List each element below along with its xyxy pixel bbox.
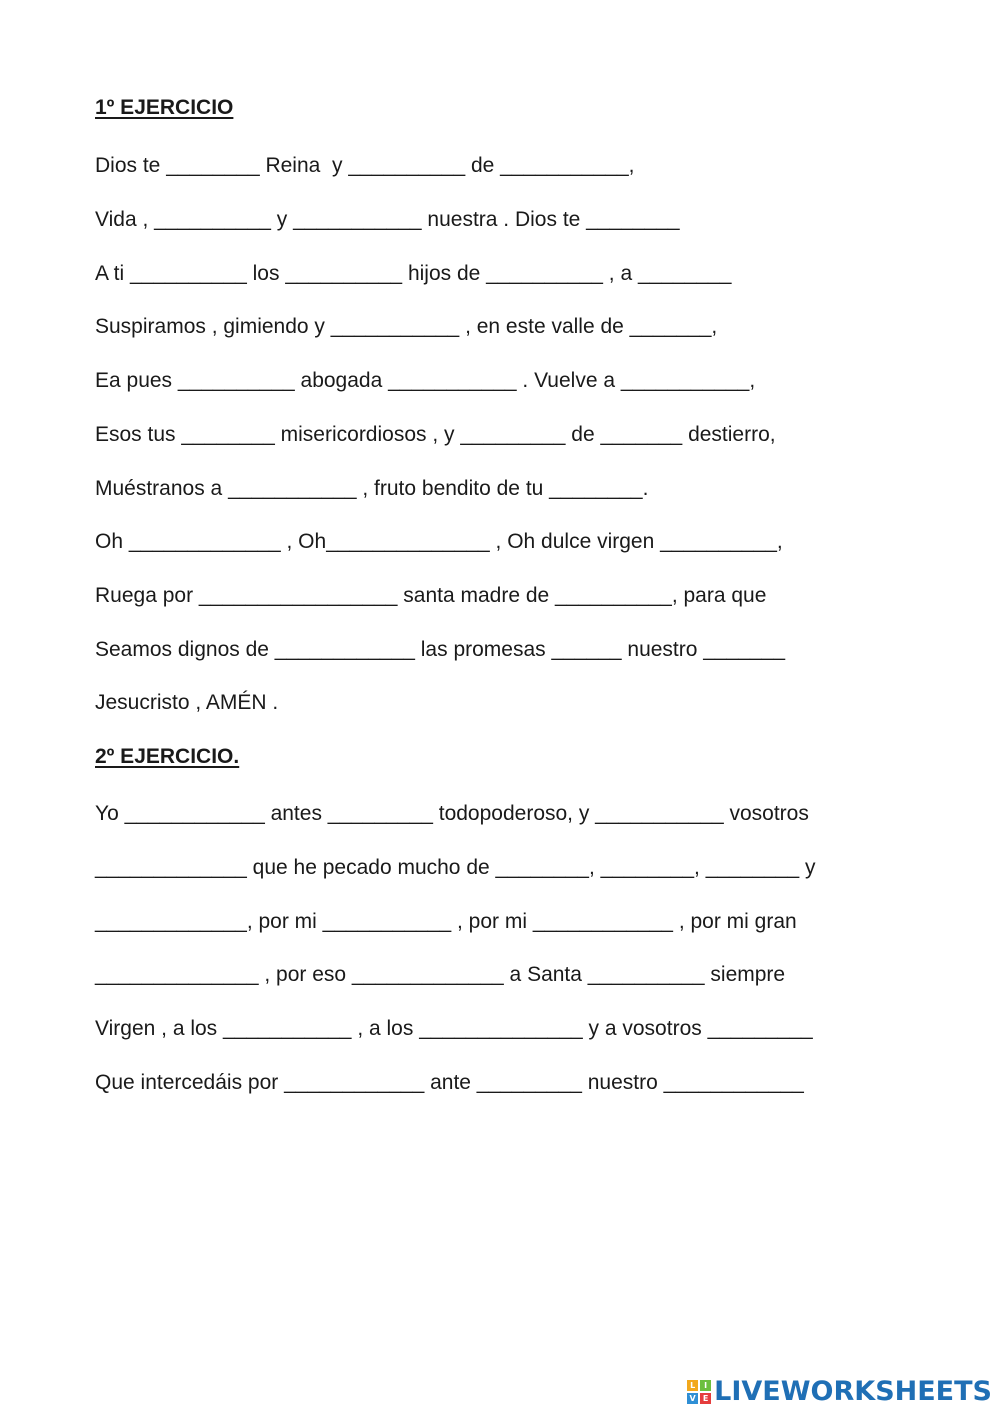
exercise-1-line: Vida , __________ y ___________ nuestra . Dios te ________	[95, 208, 680, 231]
exercise-1-line: Suspiramos , gimiendo y ___________ , en este valle de _______,	[95, 315, 718, 338]
exercise-2-line: Yo ____________ antes _________ todopoderoso, y ___________ vosotros	[95, 802, 809, 825]
liveworksheets-logo	[687, 1377, 992, 1407]
exercise-1-line: Esos tus ________ misericordiosos , y _________ de _______ destierro,	[95, 423, 776, 446]
exercise-2-line: ______________ , por eso _____________ a Santa __________ siempre	[95, 963, 786, 986]
logo-block-l: L	[687, 1380, 698, 1391]
exercise-1-line: A ti __________ los __________ hijos de __________ , a ________	[95, 262, 732, 285]
logo-block-v: V	[687, 1393, 698, 1404]
exercise-1-line: Ea pues __________ abogada ___________ . Vuelve a ___________,	[95, 369, 756, 392]
exercise-1-line: Seamos dignos de ____________ las promesas ______ nuestro _______	[95, 638, 786, 661]
exercise-1-heading: 1º EJERCICIO	[95, 96, 234, 119]
logo-text: LIVEWORKSHEETS	[714, 1376, 992, 1407]
exercise-2-heading: 2º EJERCICIO.	[95, 745, 240, 768]
exercise-2-line: _____________ que he pecado mucho de ________, ________, ________ y	[95, 856, 816, 879]
exercise-1-line: Oh _____________ , Oh______________ , Oh dulce virgen __________,	[95, 530, 783, 553]
exercise-1-line: Ruega por _________________ santa madre de __________, para que	[95, 584, 767, 607]
logo-blocks-icon	[687, 1380, 711, 1404]
exercise-1-line: Muéstranos a ___________ , fruto bendito de tu ________.	[95, 477, 649, 500]
logo-block-i: I	[700, 1380, 711, 1391]
exercise-1-line: Dios te ________ Reina y __________ de ___________,	[95, 154, 635, 177]
exercise-2-line: Que intercedáis por ____________ ante _________ nuestro ____________	[95, 1071, 804, 1094]
exercise-1-line: Jesucristo , AMÉN .	[95, 691, 279, 714]
exercise-2-line: Virgen , a los ___________ , a los ______________ y a vosotros _________	[95, 1017, 813, 1040]
exercise-2-line: _____________, por mi ___________ , por mi ____________ , por mi gran	[95, 910, 797, 933]
logo-block-e: E	[700, 1393, 711, 1404]
